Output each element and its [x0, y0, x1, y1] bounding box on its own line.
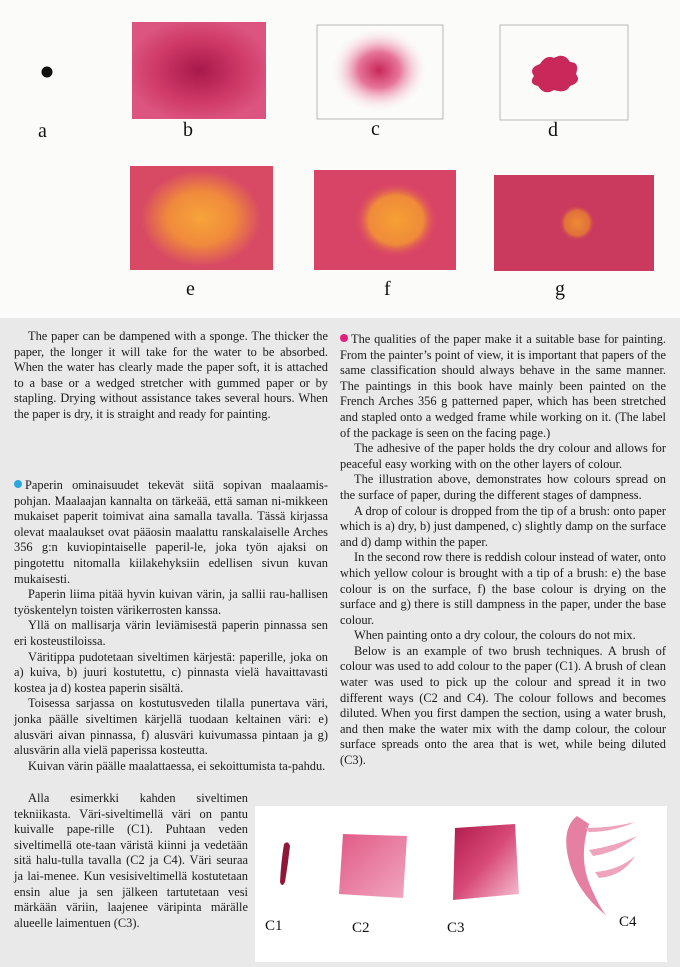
paragraph: A drop of colour is dropped from the tip of a brush: onto paper which is a) dry, b) just dampened, c) slightly damp on the surface and d) damp within the paper.: [340, 503, 666, 549]
label-b: b: [183, 119, 193, 141]
sample-e-yellow: [141, 170, 261, 266]
paragraph: Kuivan värin päälle maalattaessa, ei sekoittumista ta-pahdu.: [28, 758, 326, 773]
finnish-text: [14, 478, 328, 774]
figure-top: [0, 0, 680, 318]
c4-stroke-3: [589, 836, 637, 856]
label-c1: C1: [265, 918, 283, 934]
watercolor-samples-svg: [0, 0, 680, 318]
paragraph: The paper can be dampened with a sponge. The thicker the paper, the longer it will take for the water to be absorbed. When the water has clearly made the paper soft, it is attached to a base or a wedged stretcher with gummed paper or by stapling. Drying without assistance takes several hours. When the paper is dry, it is straight and ready for painting.: [14, 329, 328, 421]
brush-techniques-svg: [255, 806, 667, 962]
label-g: g: [555, 278, 565, 300]
finnish-text-wrap: [14, 791, 248, 931]
paragraph-text: The qualities of the paper make it a suitable base for painting. From the painter’s point of view, it is important that papers of the same classification should always behave in the same manner. The paintings in this book have mainly been painted on the French Arches 356 g patterned paper, which has been stretched and stapled onto a wedged frame while working on it. (The label of the package is seen on the facing page.): [340, 332, 666, 440]
paragraph: Paperin liima pitää hyvin kuivan värin, ja sallii rau-hallisen työskentelyn toisten värikerrosten kanssa.: [14, 587, 328, 617]
label-a: a: [38, 120, 47, 142]
label-c: c: [371, 118, 380, 140]
paragraph: In the second row there is reddish colour instead of water, onto which yellow colour is brought with a tip of a brush: e) the base colour is on the surface, f) the base colour is drying on the surface and g) there is still dampness in the paper, under the base colour.: [340, 550, 666, 627]
sample-c-bloom: [333, 30, 425, 110]
paragraph-text: Paperin ominaisuudet tekevät siitä sopivan maalaamis-pohjan. Maalaajan kannalta on tärkeää, että saman ni-mikkeen mukaiset paperit toimivat aina samalla tavalla. Tässä kirjassa olevat maalaukset ovat pääosin maalattu ranskalaiselle Arches 356 g:n kuviopintaiselle paperil-le, joka työn ajaksi on pingotettu nitomalla kiilakehyksiin edellisen sivun kuvan mukaisesti.: [14, 478, 328, 586]
paragraph: The illustration above, demonstrates how colours spread on the surface of paper, during the different stages of dampness.: [340, 472, 666, 502]
paragraph-first: [14, 478, 328, 587]
paragraph: When painting onto a dry colour, the colours do not mix.: [354, 628, 636, 643]
blue-bullet-icon: [14, 480, 22, 488]
paragraph: The adhesive of the paper holds the dry colour and allows for peaceful easy working with on the other layers of colour.: [340, 441, 666, 471]
sample-b-swatch: [132, 22, 266, 119]
paragraph: Yllä on mallisarja värin leviämisestä paperin pinnassa sen eri kosteustiloissa.: [14, 618, 328, 648]
label-e: e: [186, 278, 195, 300]
label-c2: C2: [352, 920, 370, 936]
c3-swatch: [453, 824, 519, 900]
c4-stroke-4: [595, 856, 635, 878]
figure-bottom: [255, 806, 667, 962]
pink-bullet-icon: [340, 334, 348, 342]
paragraph: Alla esimerkki kahden siveltimen tekniikasta. Väri-siveltimellä väri on pantu kuivalle pape-rille (C1). Puhtaan veden siveltimellä ote-taan väristä kiinni ja vedetään sitä halu-tulla tavalla (C2 ja C4). Väri seuraa ja lai-menee. Kun vesisiveltimellä kostutetaan ensin alue ja sen jälkeen tartutetaan vesi märkään väriin, laajenee väripinta märälle alueelle laimentuen (C3).: [14, 791, 248, 930]
label-d: d: [548, 119, 558, 141]
c4-stroke-2: [585, 822, 635, 832]
paragraph: Väritippa pudotetaan siveltimen kärjestä: paperille, joka on a) kuiva, b) juuri kostutettu, c) pinnasta vielä havaittavasti kostea ja d) kostea paperin sisältä.: [14, 649, 328, 695]
sample-g-yellow: [559, 205, 595, 241]
sample-d-blot: [532, 56, 578, 93]
english-text-left: [14, 329, 328, 423]
label-c4: C4: [619, 914, 637, 930]
sample-f-yellow: [354, 182, 438, 258]
paragraph-first: [340, 332, 666, 441]
sample-a-drop: [42, 67, 53, 78]
c2-swatch: [339, 834, 407, 898]
label-c3: C3: [447, 920, 465, 936]
c1-stroke: [280, 842, 290, 885]
paragraph: Toisessa sarjassa on kostutusveden tilalla punertava väri, jonka päälle siveltimen kärjellä tuodaan keltainen väri: e) alusväri aivan pinnassa, f) alusväri kuivumassa pintaan ja g) alusvärin alla vielä paperissa kosteutta.: [14, 696, 328, 758]
label-f: f: [384, 278, 391, 300]
paragraph: Below is an example of two brush techniques. A brush of colour was used to add colour to the paper (C1). A brush of clean water was used to pick up the colour and spread it in two different ways (C2 and C4). The colour follows and becomes diluted. When you first dampen the section, using a water brush, and then make the water mix with the damp colour, the colour surface spreads onto the area that is wet, while being diluted (C3).: [340, 643, 666, 768]
english-text-right: [340, 332, 666, 769]
